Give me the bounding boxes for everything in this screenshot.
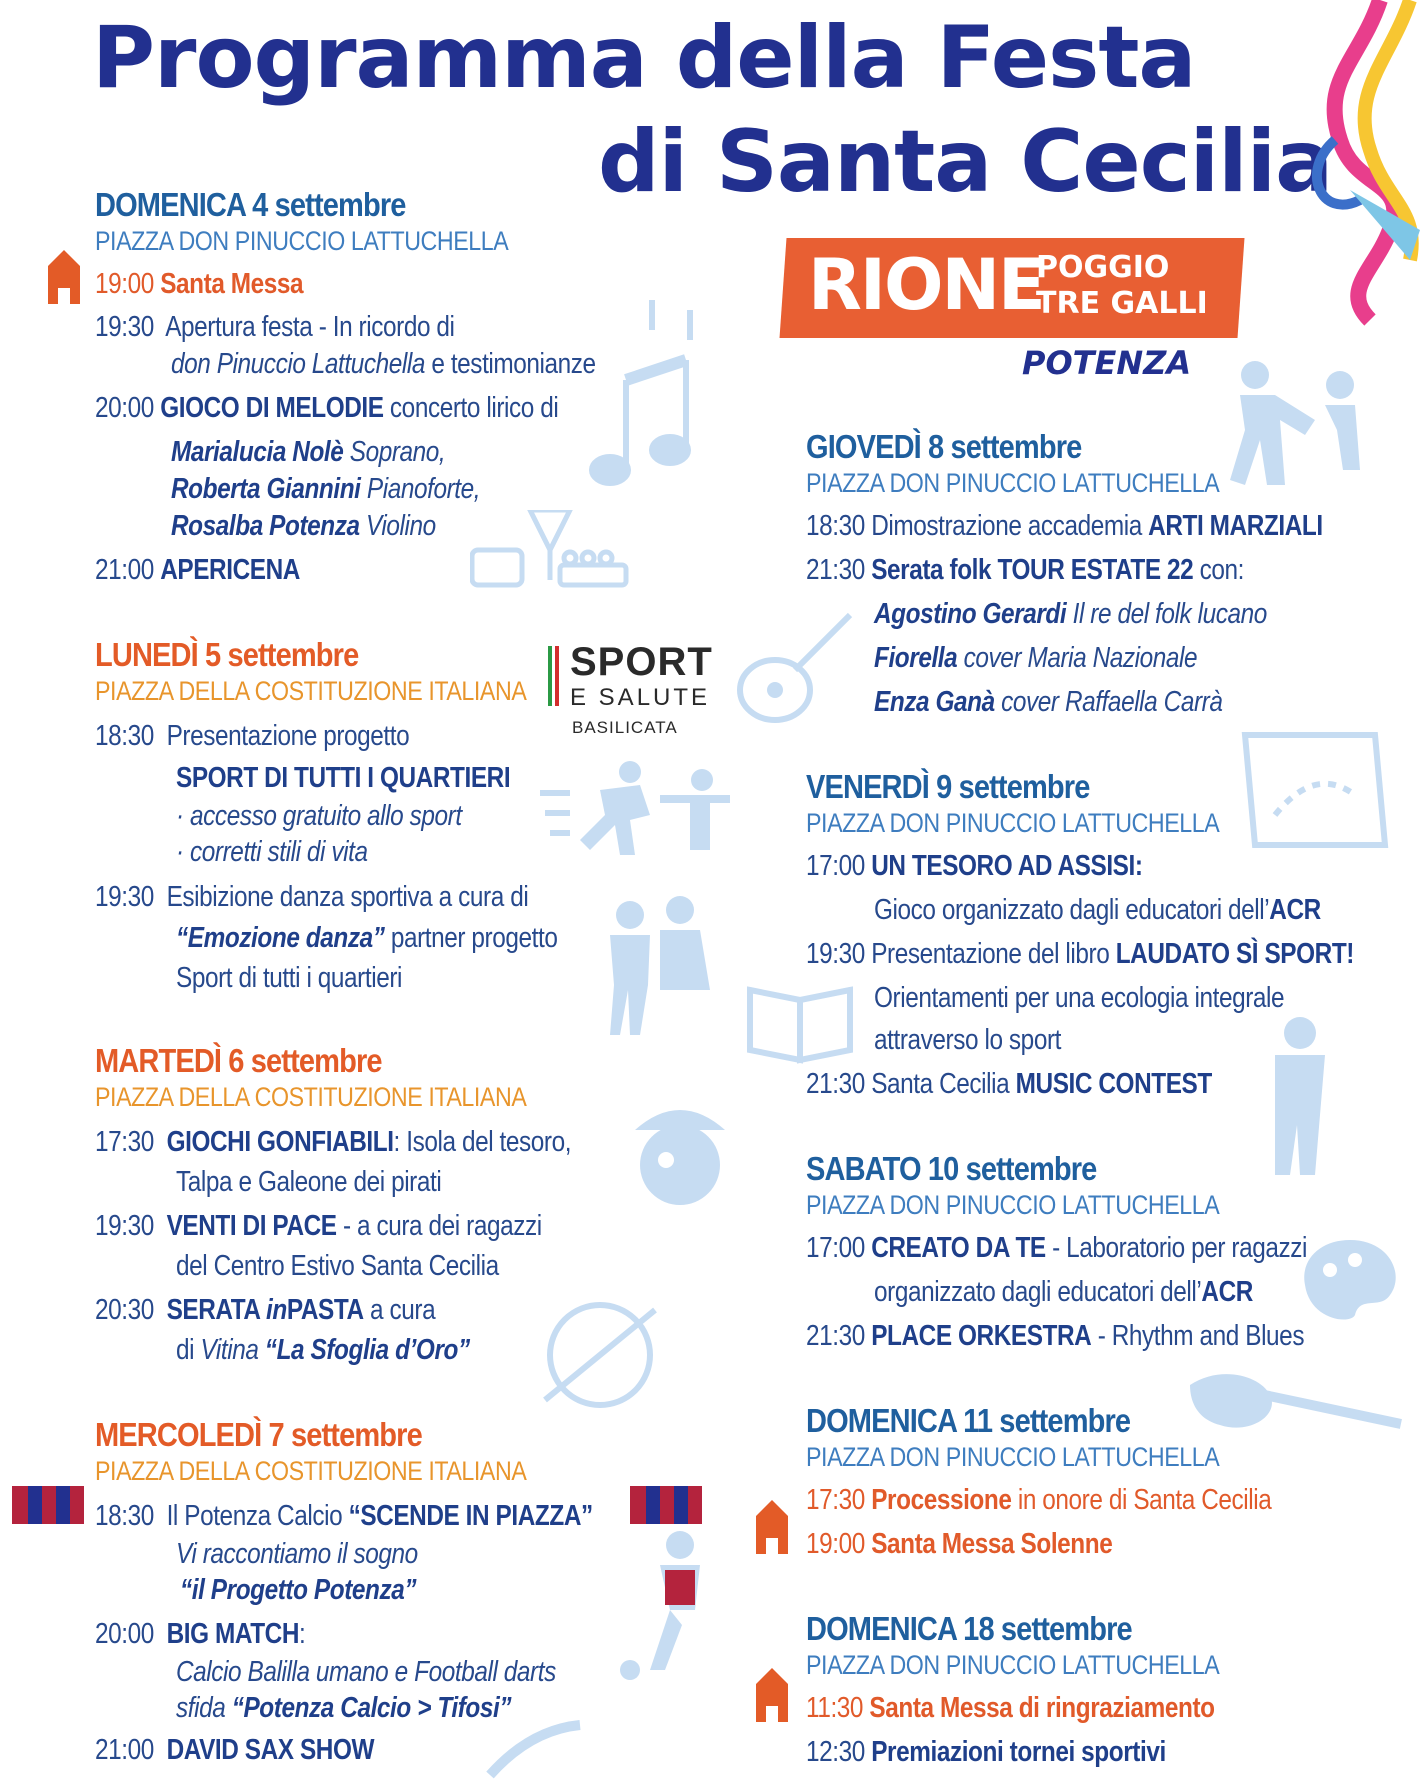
event-d7-2: 20:00 BIG MATCH: bbox=[95, 1618, 306, 1650]
aperitivo-icon bbox=[470, 510, 630, 590]
event-d8-1: 18:30 Dimostrazione accademia ARTI MARZIALI bbox=[806, 510, 1323, 542]
rolling-pin-icon bbox=[535, 1300, 665, 1410]
rione-city: POTENZA bbox=[1022, 344, 1192, 382]
event-d5-1c: · accesso gratuito allo sport bbox=[176, 800, 462, 832]
day-title-d7: MERCOLEDÌ 7 settembre bbox=[95, 1416, 422, 1453]
event-d5-2c: Sport di tutti i quartieri bbox=[176, 962, 403, 994]
event-d4-2: 19:30 Apertura festa - In ricordo di bbox=[95, 311, 455, 343]
performer-d4-2: Roberta Giannini Pianoforte, bbox=[171, 473, 481, 505]
event-d18-2: 12:30 Premiazioni tornei sportivi bbox=[806, 1736, 1166, 1768]
runner-icon bbox=[540, 760, 730, 860]
event-d9-2b: Orientamenti per una ecologia integrale bbox=[874, 982, 1285, 1014]
performer-d8-3: Enza Ganà cover Raffaella Carrà bbox=[874, 686, 1223, 718]
place-d7: PIAZZA DELLA COSTITUZIONE ITALIANA bbox=[95, 1456, 527, 1486]
dancers-icon bbox=[600, 895, 710, 1035]
event-d5-2: 19:30 Esibizione danza sportiva a cura di bbox=[95, 881, 529, 913]
event-d9-2c: attraverso lo sport bbox=[874, 1024, 1061, 1056]
performer-d4-1: Marialucia Nolè Soprano, bbox=[171, 436, 446, 468]
palette-icon bbox=[1300, 1235, 1410, 1325]
rione-label: RIONE bbox=[808, 244, 1044, 326]
sponsor-salute: E SALUTE bbox=[570, 684, 711, 711]
place-d9: PIAZZA DON PINUCCIO LATTUCHELLA bbox=[806, 808, 1220, 838]
event-d6-2: 19:30 VENTI DI PACE - a cura dei ragazzi bbox=[95, 1210, 542, 1242]
flag-icon-right bbox=[630, 1482, 702, 1528]
place-d11: PIAZZA DON PINUCCIO LATTUCHELLA bbox=[806, 1442, 1220, 1472]
event-d7-2c: sfida “Potenza Calcio > Tifosi” bbox=[176, 1692, 512, 1724]
event-d7-3: 21:00 DAVID SAX SHOW bbox=[95, 1734, 375, 1766]
book-icon bbox=[745, 975, 855, 1065]
rione-poggio: POGGIO bbox=[1036, 250, 1170, 285]
place-d4: PIAZZA DON PINUCCIO LATTUCHELLA bbox=[95, 226, 509, 256]
event-d11-2: 19:00 Santa Messa Solenne bbox=[806, 1528, 1113, 1560]
event-d9-1: 17:00 UN TESORO AD ASSISI: bbox=[806, 850, 1143, 882]
day-title-d18: DOMENICA 18 settembre bbox=[806, 1610, 1132, 1647]
event-d6-1: 17:30 GIOCHI GONFIABILI: Isola del tesoro, bbox=[95, 1126, 572, 1158]
day-title-d11: DOMENICA 11 settembre bbox=[806, 1402, 1131, 1439]
event-d4-3: 20:00 GIOCO DI MELODIE concerto lirico di bbox=[95, 392, 559, 424]
event-d6-3b: di Vitina “La Sfoglia d’Oro” bbox=[176, 1334, 470, 1366]
treasure-map-icon bbox=[1235, 725, 1395, 855]
event-d8-2: 21:30 Serata folk TOUR ESTATE 22 con: bbox=[806, 554, 1245, 586]
event-d6-2b: del Centro Estivo Santa Cecilia bbox=[176, 1250, 499, 1282]
event-d4-2b: don Pinuccio Lattuchella e testimonianze bbox=[171, 348, 596, 380]
martial-arts-icon bbox=[1225, 360, 1365, 490]
football-player-icon bbox=[610, 1530, 720, 1680]
church-icon-18 bbox=[752, 1666, 792, 1722]
event-d4-1: 19:00 Santa Messa bbox=[95, 268, 304, 300]
event-d5-2b: “Emozione danza” partner progetto bbox=[176, 922, 558, 954]
event-d9-1b: Gioco organizzato dagli educatori dell’ACR bbox=[874, 894, 1321, 926]
music-notes-icon bbox=[570, 300, 710, 490]
event-d7-1b: Vi raccontiamo il sogno bbox=[176, 1538, 418, 1570]
day-title-d8: GIOVEDÌ 8 settembre bbox=[806, 428, 1082, 465]
event-d10-1b: organizzato dagli educatori dell’ACR bbox=[874, 1276, 1253, 1308]
rione-tre-galli: TRE GALLI bbox=[1036, 286, 1208, 321]
place-d18: PIAZZA DON PINUCCIO LATTUCHELLA bbox=[806, 1650, 1220, 1680]
place-d8: PIAZZA DON PINUCCIO LATTUCHELLA bbox=[806, 468, 1220, 498]
page-title-line2: di Santa Cecilia bbox=[598, 112, 1333, 212]
sport-e-salute-logo bbox=[542, 640, 732, 740]
event-d10-1: 17:00 CREATO DA TE - Laboratorio per ragazzi bbox=[806, 1232, 1307, 1264]
event-d9-2: 19:30 Presentazione del libro LAUDATO SÌ SPORT! bbox=[806, 938, 1354, 970]
day-title-d10: SABATO 10 settembre bbox=[806, 1150, 1097, 1187]
sponsor-sport: SPORT bbox=[570, 640, 713, 684]
day-title-d9: VENERDÌ 9 settembre bbox=[806, 768, 1090, 805]
event-d11-1: 17:30 Processione in onore di Santa Cecilia bbox=[806, 1484, 1272, 1516]
saxophone-icon bbox=[480, 1720, 590, 1780]
event-d5-1: 18:30 Presentazione progetto bbox=[95, 720, 410, 752]
event-d7-2b: Calcio Balilla umano e Football darts bbox=[176, 1656, 556, 1688]
event-d10-2: 21:30 PLACE ORKESTRA - Rhythm and Blues bbox=[806, 1320, 1305, 1352]
event-d5-1b: SPORT DI TUTTI I QUARTIERI bbox=[176, 762, 511, 794]
day-title-d4: DOMENICA 4 settembre bbox=[95, 186, 406, 223]
guitar-icon bbox=[735, 610, 855, 730]
flag-icon-left bbox=[12, 1482, 84, 1528]
church-icon bbox=[44, 248, 84, 304]
pirate-icon bbox=[630, 1100, 730, 1210]
ribbon-icon bbox=[1260, 0, 1420, 330]
church-icon-11 bbox=[752, 1498, 792, 1554]
day-title-d6: MARTEDÌ 6 settembre bbox=[95, 1042, 382, 1079]
page-title-line1: Programma della Festa bbox=[92, 8, 1196, 108]
performer-d8-1: Agostino Gerardi Il re del folk lucano bbox=[874, 598, 1267, 630]
singer-icon bbox=[1245, 1015, 1335, 1175]
event-d6-3: 20:30 SERATA inPASTA a cura bbox=[95, 1294, 436, 1326]
event-d9-3: 21:30 Santa Cecilia MUSIC CONTEST bbox=[806, 1068, 1212, 1100]
event-d5-1d: · corretti stili di vita bbox=[176, 836, 368, 868]
performer-d8-2: Fiorella cover Maria Nazionale bbox=[874, 642, 1198, 674]
place-d5: PIAZZA DELLA COSTITUZIONE ITALIANA bbox=[95, 676, 527, 706]
event-d6-1b: Talpa e Galeone dei pirati bbox=[176, 1166, 442, 1198]
place-d10: PIAZZA DON PINUCCIO LATTUCHELLA bbox=[806, 1190, 1220, 1220]
event-d4-4: 21:00 APERICENA bbox=[95, 554, 300, 586]
performer-d4-3: Rosalba Potenza Violino bbox=[171, 510, 436, 542]
event-d18-1: 11:30 Santa Messa di ringraziamento bbox=[806, 1692, 1215, 1724]
event-d7-1c: “il Progetto Potenza” bbox=[180, 1574, 417, 1606]
electric-guitar-icon bbox=[1190, 1365, 1420, 1445]
day-title-d5: LUNEDÌ 5 settembre bbox=[95, 636, 359, 673]
event-d7-1: 18:30 Il Potenza Calcio “SCENDE IN PIAZZA” bbox=[95, 1500, 593, 1532]
place-d6: PIAZZA DELLA COSTITUZIONE ITALIANA bbox=[95, 1082, 527, 1112]
sponsor-region: BASILICATA bbox=[572, 718, 678, 737]
